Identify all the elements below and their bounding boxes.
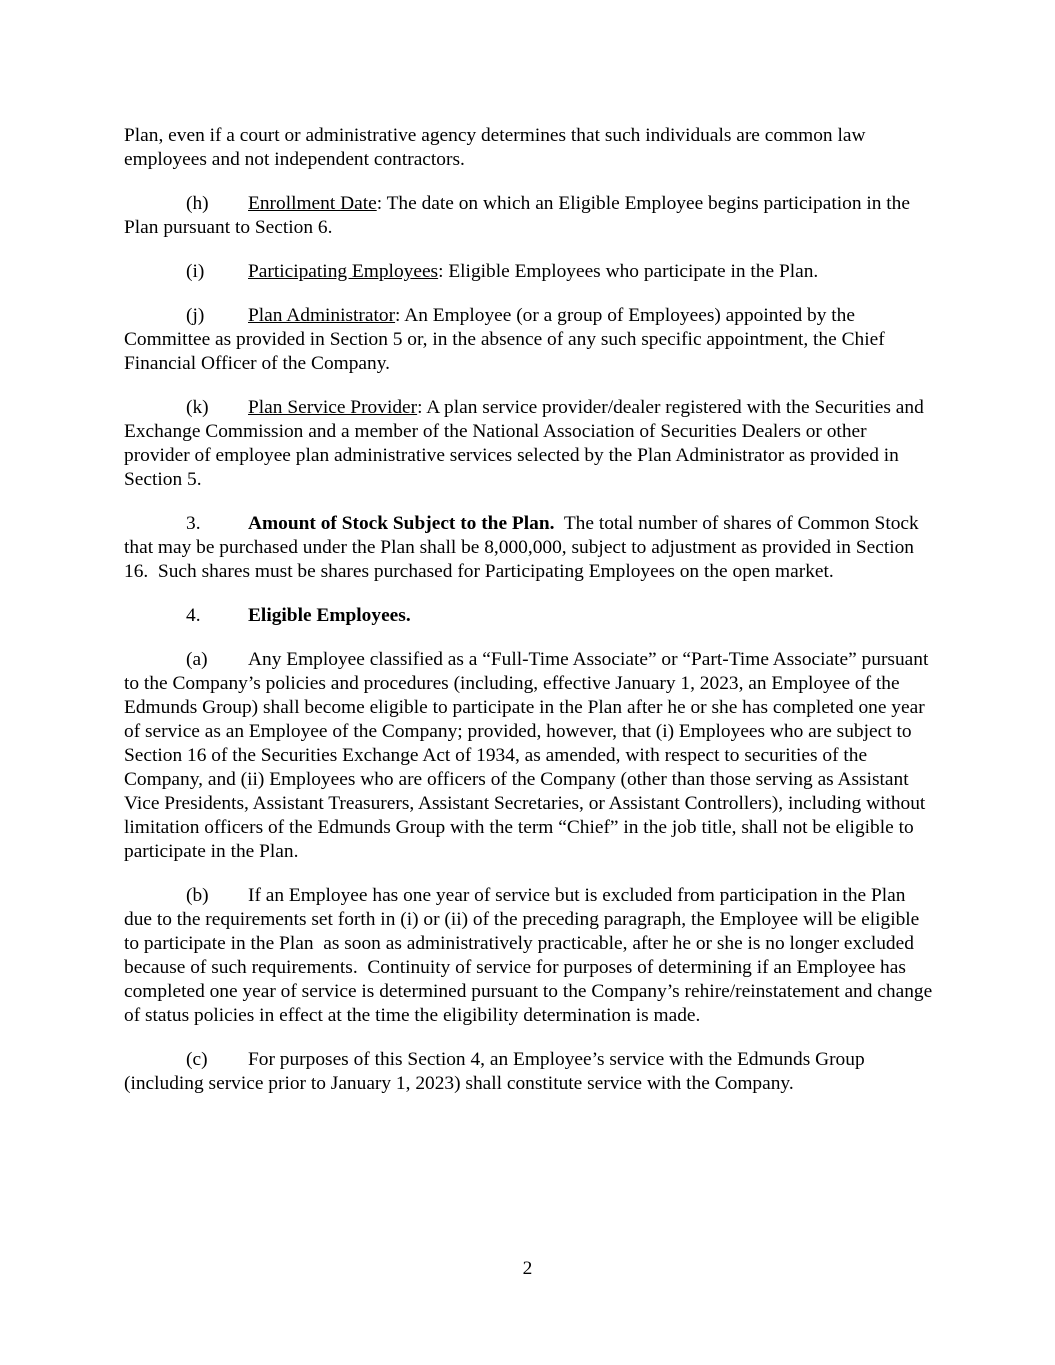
page-number: 2 — [522, 1258, 533, 1279]
definition-j — [124, 304, 936, 376]
definition-label: (h) — [186, 193, 209, 214]
section-number: 4. — [186, 605, 201, 626]
definition-label: (j) — [186, 305, 205, 326]
paragraph-label: (b) — [186, 885, 209, 906]
definition-text: : Eligible Employees who participate in the Plan. — [438, 261, 819, 282]
section-4-heading — [124, 604, 936, 628]
paragraph-text: Any Employee classified as a “Full-Time Associate” or “Part-Time Associate” pursuant to the Company’s policies and procedures (including, effective January 1, 2023, an Employee of the Edmunds Group) shall become eligible to participate in the Plan after he or she has completed one year of service as an Employee of the Company; provided, however, that (i) Employees who are subject to Section 16 of the Securities Exchange Act of 1934, as amended, with respect to securities of the Company, and (ii) Employees who are officers of the Company (other than those serving as Assistant Vice Presidents, Assistant Treasurers, Assistant Secretaries, or Assistant Controllers), including without limitation officers of the Edmunds Group with the term “Chief” in the job title, shall not be eligible to participate in the Plan. — [124, 649, 929, 862]
section-4-a — [124, 648, 936, 864]
paragraph-label: (c) — [186, 1049, 208, 1070]
section-heading: Amount of Stock Subject to the Plan. — [248, 513, 555, 534]
definition-label: (k) — [186, 397, 209, 418]
section-text: The total number of shares of Common Stock that may be purchased under the Plan shall be 8,000,000, subject to adjustment as provided in Section 16. Such shares must be shares purchased for Participating Employees on the open market. — [124, 513, 924, 582]
definition-text: : An Employee (or a group of Employees) appointed by the Committee as provided in Section 5 or, in the absence of any such specific appointment, the Chief Financial Officer of the Company. — [124, 305, 885, 374]
definition-i — [124, 260, 936, 284]
section-heading: Eligible Employees. — [248, 605, 411, 626]
document-page — [124, 124, 936, 1116]
defined-term: Enrollment Date — [248, 193, 377, 214]
definition-label: (i) — [186, 261, 205, 282]
definition-k — [124, 396, 936, 492]
section-4-c — [124, 1048, 936, 1096]
definition-h — [124, 192, 936, 240]
section-number: 3. — [186, 513, 201, 534]
defined-term: Participating Employees — [248, 261, 439, 282]
definition-text: : The date on which an Eligible Employee begins participation in the Plan pursuant to Section 6. — [124, 193, 910, 238]
paragraph-label: (a) — [186, 649, 208, 670]
definition-text: : A plan service provider/dealer registered with the Securities and Exchange Commission and a member of the National Association of Securities Dealers or other provider of employee plan administrative services selected by the Plan Administrator as provided in Section 5. — [124, 397, 924, 490]
section-4-b — [124, 884, 936, 1028]
section-3 — [124, 512, 936, 584]
paragraph-text: For purposes of this Section 4, an Employee’s service with the Edmunds Group (including service prior to January 1, 2023) shall constitute service with the Company. — [124, 1049, 865, 1094]
defined-term: Plan Service Provider — [248, 397, 418, 418]
continuation-paragraph: Plan, even if a court or administrative agency determines that such individuals are common law employees and not independent contractors. — [124, 125, 866, 170]
defined-term: Plan Administrator — [248, 305, 396, 326]
paragraph-text: If an Employee has one year of service but is excluded from participation in the Plan due to the requirements set forth in (i) or (ii) of the preceding paragraph, the Employee will be eligible to participate in the Plan as soon as administratively practicable, after he or she is no longer excluded because of such requirements. Continuity of service for purposes of determining if an Employee has completed one year of service is determined pursuant to the Company’s rehire/reinstatement and change of status policies in effect at the time the eligibility determination is made. — [124, 885, 938, 1026]
